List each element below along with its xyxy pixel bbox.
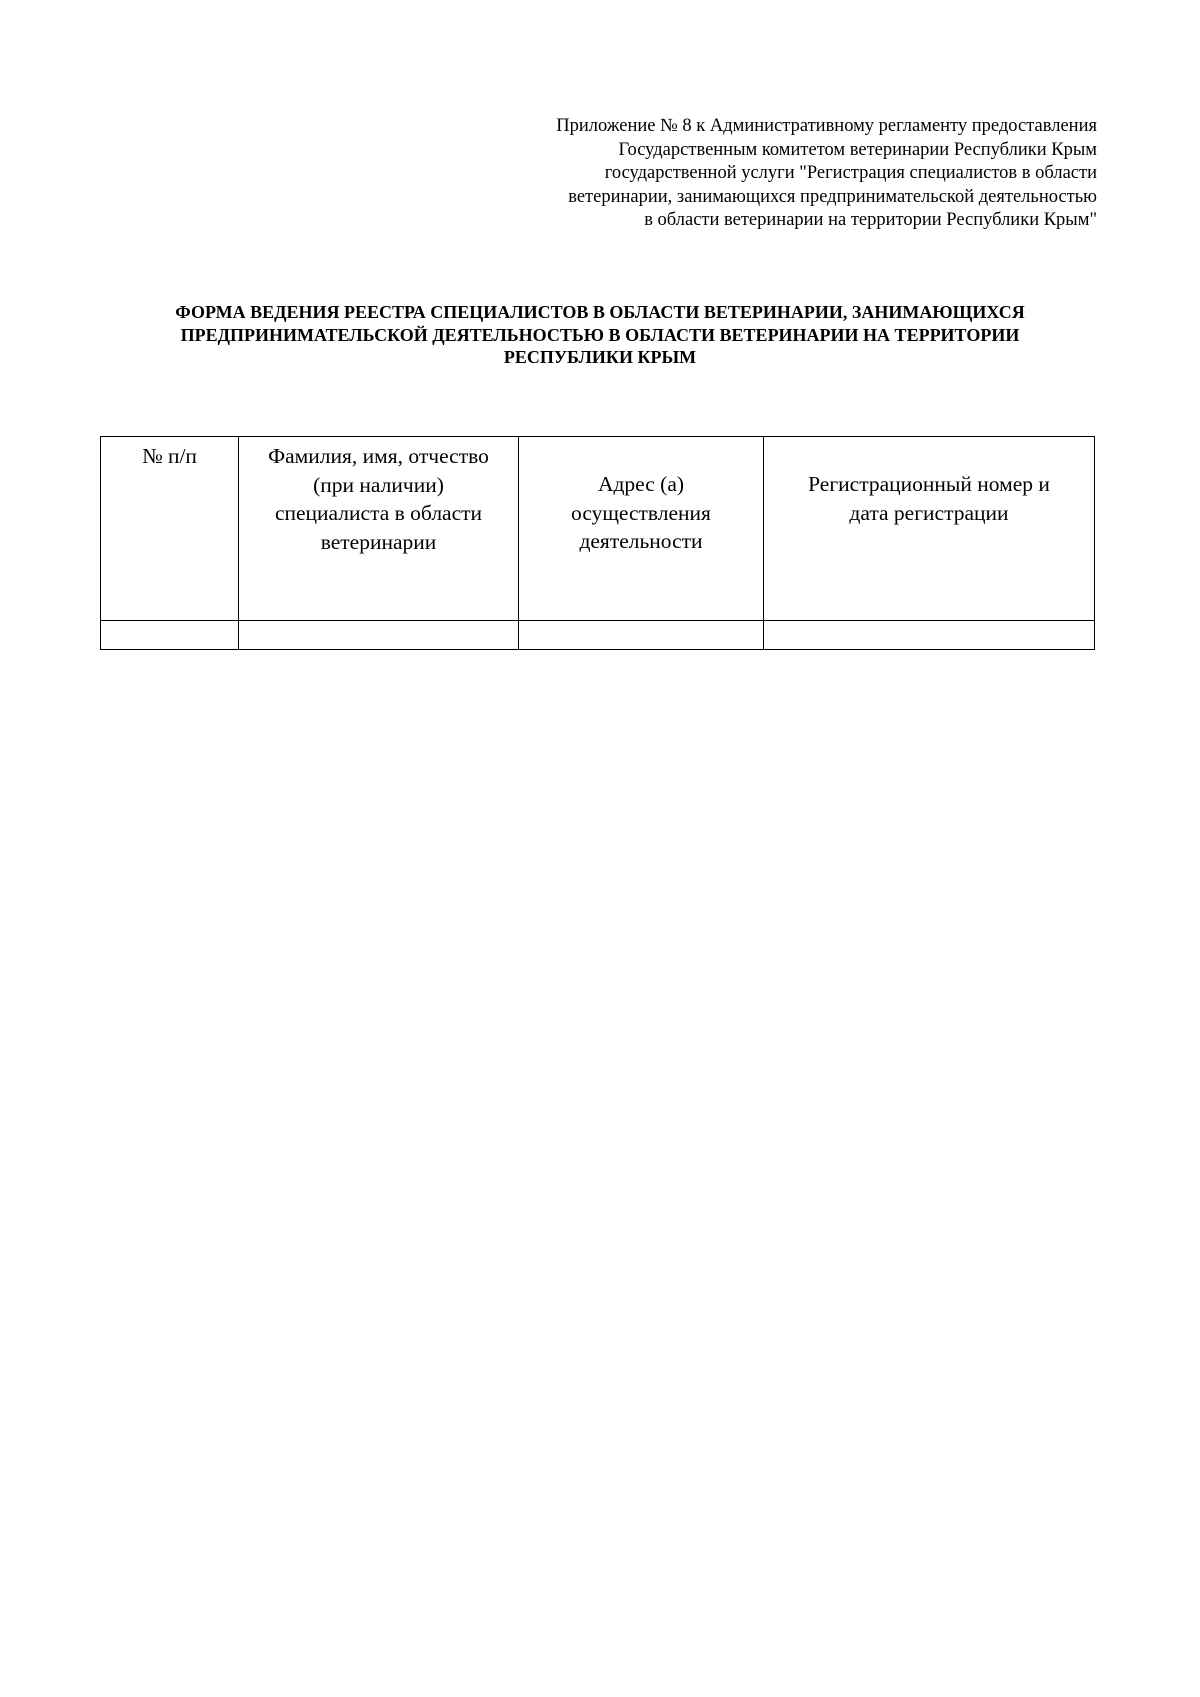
header-line: Адрес (а) bbox=[597, 472, 685, 496]
header-line: (при наличии) bbox=[313, 472, 444, 497]
header-line: ветеринарии bbox=[320, 529, 437, 554]
appendix-line: ветеринарии, занимающихся предпринимательской деятельностью bbox=[568, 186, 1097, 207]
table-cell bbox=[101, 621, 239, 650]
header-line: осуществления bbox=[571, 500, 711, 525]
title-line: РЕСПУБЛИКИ КРЫМ bbox=[503, 347, 697, 367]
header-full-name bbox=[239, 437, 519, 621]
header-address bbox=[519, 437, 764, 621]
header-line: деятельности bbox=[579, 529, 703, 553]
appendix-line: Приложение № 8 к Административному регламенту предоставления bbox=[556, 116, 1097, 136]
header-line: № п/п bbox=[142, 444, 197, 468]
appendix-line: в области ветеринарии на территории Республики Крым" bbox=[644, 210, 1097, 230]
header-line: специалиста в области bbox=[274, 501, 483, 525]
header-line: дата регистрации bbox=[849, 500, 1009, 525]
header-number bbox=[101, 437, 239, 621]
table-row bbox=[101, 621, 1095, 650]
header-registration bbox=[764, 437, 1095, 621]
header-line: Фамилия, имя, отчество bbox=[268, 444, 489, 468]
appendix-line: Государственным комитетом ветеринарии Республики Крым bbox=[618, 139, 1097, 160]
table-cell bbox=[764, 621, 1095, 650]
document-title bbox=[100, 301, 1100, 369]
table-cell bbox=[239, 621, 519, 650]
header-line: Регистрационный номер и bbox=[808, 472, 1050, 496]
appendix-note bbox=[457, 115, 1097, 233]
registry-table bbox=[100, 436, 1095, 650]
title-line: ПРЕДПРИНИМАТЕЛЬСКОЙ ДЕЯТЕЛЬНОСТЬЮ В ОБЛАСТИ ВЕТЕРИНАРИИ НА ТЕРРИТОРИИ bbox=[180, 324, 1020, 345]
title-line: ФОРМА ВЕДЕНИЯ РЕЕСТРА СПЕЦИАЛИСТОВ В ОБЛАСТИ ВЕТЕРИНАРИИ, ЗАНИМАЮЩИХСЯ bbox=[175, 302, 1025, 322]
appendix-line: государственной услуги "Регистрация специалистов в области bbox=[604, 163, 1097, 183]
table-header-row bbox=[101, 437, 1095, 621]
table-cell bbox=[519, 621, 764, 650]
